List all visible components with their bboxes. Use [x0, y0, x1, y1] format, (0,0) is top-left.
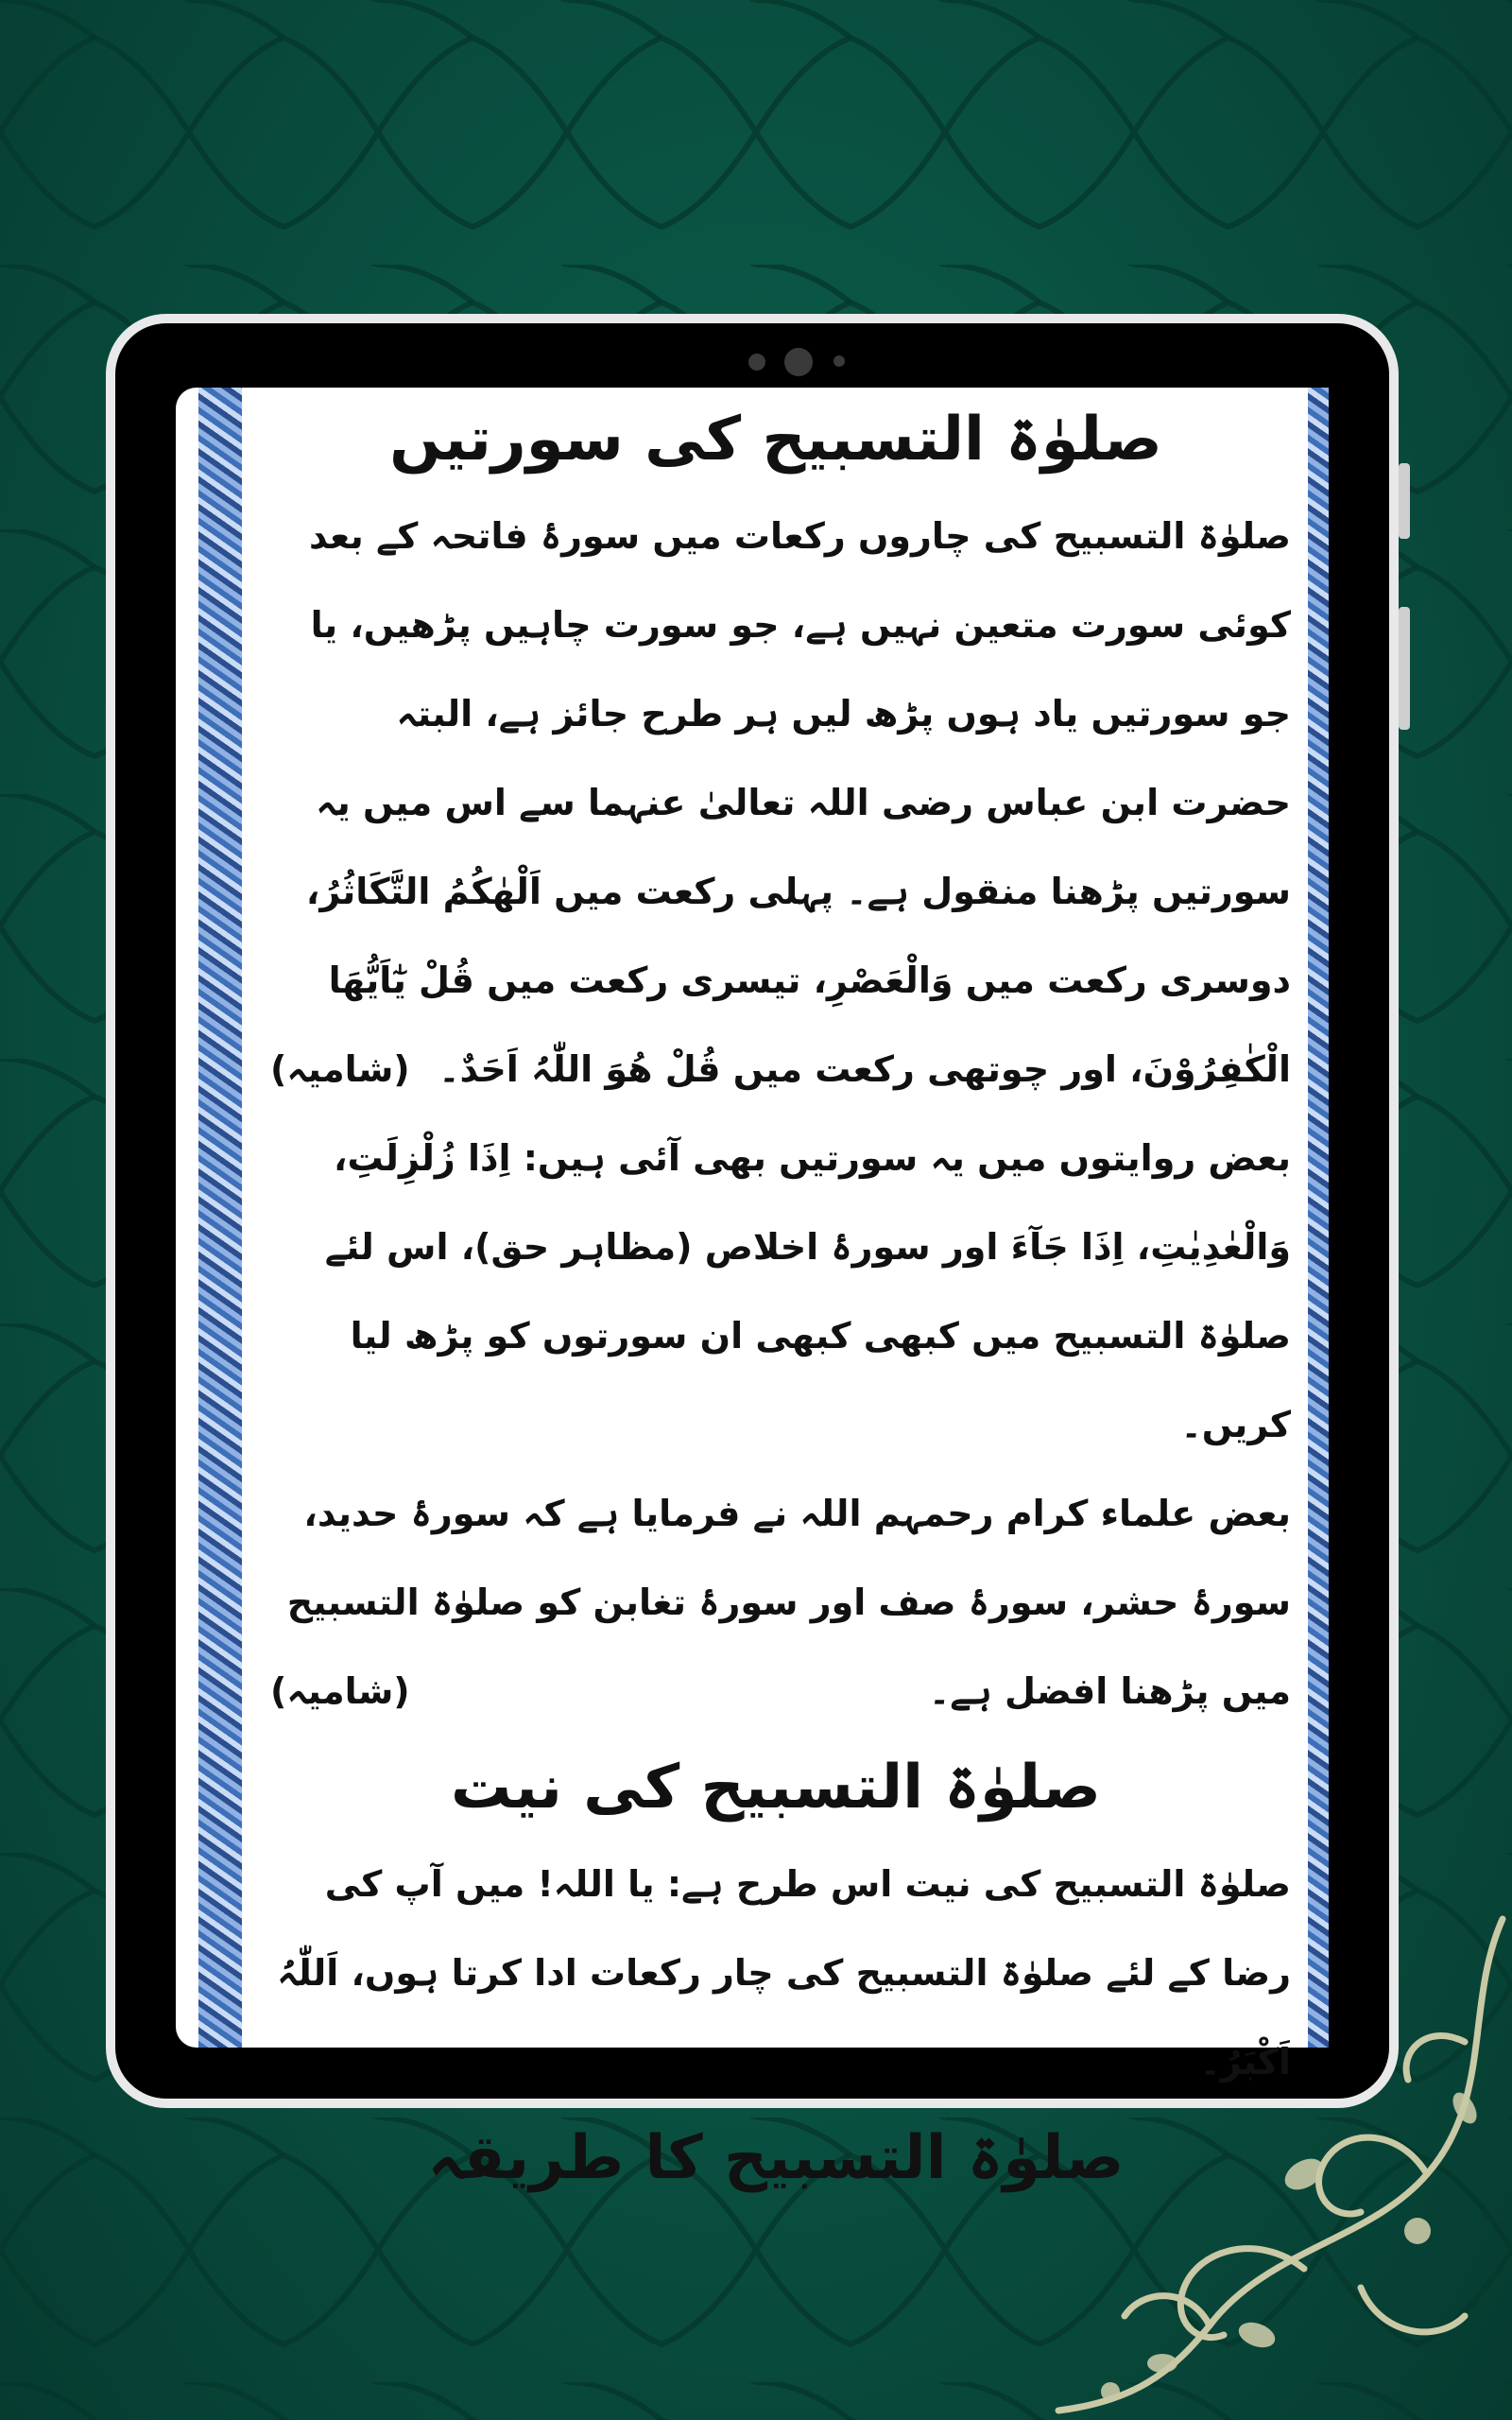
paragraph-scholars-text: بعض علماء کرام رحمہم اللہ نے فرمایا ہے کہ سورۂ حدید، سورۂ حشر، سورۂ صف اور سورۂ تغابن کو صلوٰۃ التسبیح میں پڑھنا افضل ہے۔ — [286, 1493, 1291, 1712]
paragraph-surahs — [270, 492, 1291, 1114]
power-button — [1399, 463, 1410, 539]
sensor-icon — [748, 354, 765, 371]
tablet-frame — [106, 314, 1399, 2193]
heading-niyyat: صلوٰۃ التسبیح کی نیت — [451, 1753, 1101, 1823]
page-border-left — [198, 388, 242, 2048]
heading-method: صلوٰۃ التسبیح کا طریقہ — [427, 2123, 1125, 2193]
volume-button — [1399, 607, 1410, 730]
camera-bar — [701, 342, 890, 380]
paragraph-narrations: بعض روایتوں میں یہ سورتیں بھی آئی ہیں: اِذَا زُلْزِلَتِ، وَالْعٰدِیٰتِ، اِذَا جَآءَ اور سورۂ اخلاص (مظاہر حق)، اس لئے صلوٰۃ التسبیح میں کبھی کبھی ان سورتوں کو پڑھ لیا کریں۔ — [324, 1137, 1291, 1445]
camera-icon — [784, 348, 813, 376]
light-sensor-icon — [833, 355, 845, 367]
page-border-right — [1308, 388, 1329, 2048]
document-content — [251, 388, 1300, 2193]
heading-surahs: صلوٰۃ التسبیح کی سورتیں — [389, 405, 1162, 475]
paragraph-surahs-text: صلوٰۃ التسبیح کی چاروں رکعات میں سورۂ فاتحہ کے بعد کوئی سورت متعین نہیں ہے، جو سورت چاہیں پڑھیں، یا جو سورتیں یاد ہوں پڑھ لیں ہر طرح جائز ہے، البتہ حضرت ابن عباس رضی اللہ تعالیٰ عنہما سے اس میں یہ سورتیں پڑھنا منقول ہے۔ پہلی رکعت میں اَلْھٰکُمُ التَّکَاثُرُ، دوسری رکعت میں وَالْعَصْرِ، تیسری رکعت میں قُلْ یٰٓاَیُّھَا الْکٰفِرُوْنَ، اور چوتھی رکعت میں قُلْ ھُوَ اللّٰہُ اَحَدٌ۔ — [305, 515, 1291, 1090]
reference-shamiya-2: (شامیہ) — [270, 1670, 410, 1712]
floral-corner-ornament-icon — [1021, 1891, 1512, 2420]
document-screen — [176, 388, 1329, 2193]
paragraph-niyyat: صلوٰۃ التسبیح کی نیت اس طرح ہے: یا اللہ! میں آپ کی رضا کے لئے صلوٰۃ التسبیح کی چار رکعات ادا کرتا ہوں، اَللّٰہُ اَکْبَرُ۔ — [277, 1863, 1291, 2083]
paragraph-scholars — [270, 1469, 1291, 1736]
reference-shamiya-1: (شامیہ) — [270, 1048, 410, 1090]
